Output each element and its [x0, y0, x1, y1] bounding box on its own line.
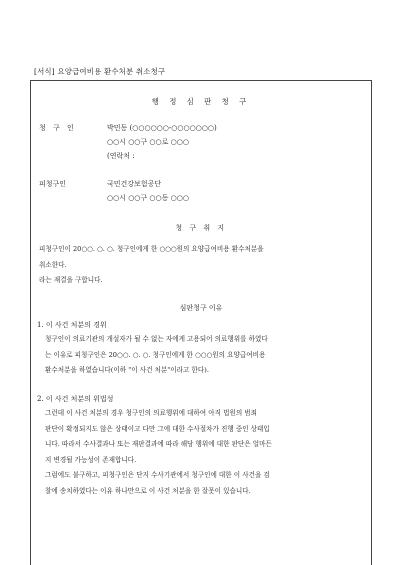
section2-line: 지 변경될 가능성이 존재합니다. [45, 455, 137, 464]
claimant-name: 박민동 (○○○○○○-○○○○○○○) [107, 124, 217, 132]
petition-form [30, 80, 372, 565]
section2-line: 판단이 확정되지도 않은 상태이고 다만 그에 대한 수사절차가 진행 중인 상태입 [45, 424, 270, 433]
respondent-label: 피청구인 [39, 180, 67, 188]
section1-title: 1. 이 사건 처분의 경위 [37, 321, 107, 329]
purpose-text [39, 242, 264, 289]
section2-line: 그럼에도 불구하고, 피청구인은 단지 수사기관에서 청구인에 대한 이 사건을 검 [45, 471, 270, 480]
respondent-name: 국민건강보험공단 [107, 180, 162, 188]
form-caption: [서식] 요양급여비용 환수처분 취소청구 [34, 67, 166, 76]
claimant-phone: (연락처 : [107, 152, 135, 160]
section2-line: 니다. 따라서 수사결과나 또는 재판결과에 따라 해당 행위에 대한 판단은 얼마든 [45, 440, 272, 449]
reasons-heading: 심판청구 이유 [179, 304, 223, 312]
section2-line: 그런데 이 사건 처분의 경우 청구인의 의료행위에 대하여 아직 법원의 범죄 [45, 409, 258, 417]
purpose-line: 피청구인이 20○○. ○. ○. 청구인에게 한 ○○○원의 요양급여비용 환수처분을 [39, 245, 264, 253]
claimant-label: 청 구 인 [39, 124, 77, 132]
respondent-address: ○○시 ○○구 ○○동 ○○○ [107, 194, 189, 202]
claimant-address: ○○시 ○○구 ○○로 ○○○ [107, 138, 189, 146]
section2-text [45, 406, 272, 500]
purpose-heading: 청 구 취 지 [175, 224, 227, 232]
section1-text [45, 332, 268, 379]
section2-title: 2. 이 사건 처분의 위법성 [37, 395, 114, 403]
purpose-line: 라는 재결을 구합니다. [39, 276, 103, 285]
document-title: 행 정 심 판 청 구 [151, 97, 251, 106]
purpose-line: 취소한다. [39, 260, 67, 269]
section2-line: 찰에 송치하였다는 이유 하나만으로 이 사건 처분을 한 잘못이 있습니다. [45, 486, 251, 495]
section1-line: 는 이유로 피청구인은 20○○. ○. ○. 청구인에게 한 ○○○원의 요양급여비용 [45, 350, 266, 359]
section1-line: 청구인이 의료기관의 개설자가 될 수 없는 자에게 고용되어 의료행위를 하였다 [45, 335, 268, 343]
section1-line: 환수처분을 하였습니다(이하 "이 사건 처분"이라고 한다). [45, 366, 209, 375]
